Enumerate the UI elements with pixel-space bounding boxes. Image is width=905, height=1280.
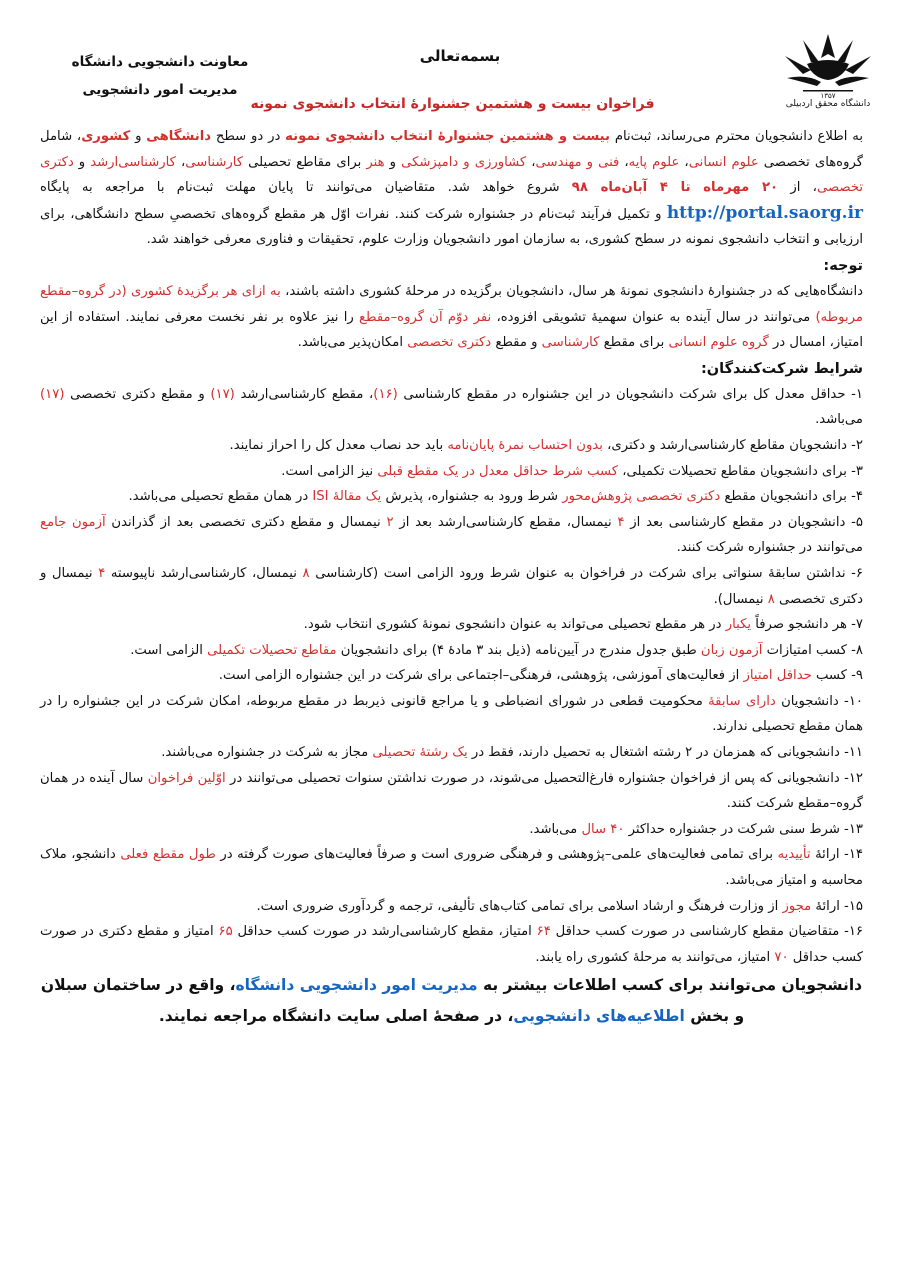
intro-paragraph: به اطلاع دانشجویان محترم می‌رساند، ثبت‌نام بیست و هشتمین جشنوارۀ انتخاب دانشجوی نمونه در دو سطح دانشگاهی و کشوری، شامل گروه‌های تخصصی علوم انسانی، علوم پایه، فنی و مهندسی، کشاورزی و دامپزشکی و هنر برای مقاطع تحصیلی کارشناسی، کارشناسی‌ارشد و دکتری تخصصی، از ۲۰ مهرماه تا ۴ آبان‌ماه ۹۸ شروع خواهد شد. متقاضیان می‌توانند تا پایان مهلت ثبت‌نام با مراجعه به پایگاه http://portal.saorg.ir و تکمیل فرآیند ثبت‌نام در جشنواره شرکت کنند. نفرات اوّل هر مقطع گروه‌های تخصصیِ سطح دانشگاهی، برای ارزیابی و انتخاب دانشجوی نمونه در سطح کشوری، به سازمان امور دانشجویان وزارت علوم، تحقیقات و فناوری معرفی خواهند شد.	[40, 129, 864, 248]
condition-item-8: ۸- کسب امتیازات آزمون زبان طبق جدول مندرج در آیین‌نامه (ذیل بند ۳ مادۀ ۴) برای دانشجویان مقاطع تحصیلات تکمیلی الزامی است.	[130, 642, 863, 658]
condition-item-11: ۱۱- دانشجویانی که همزمان در ۲ رشته اشتغال به تحصیل دارند، فقط در یک رشتۀ تحصیلی مجاز به شرکت در جشنواره می‌باشند.	[161, 745, 863, 761]
condition-item-15: ۱۵- ارائۀ مجوز از وزارت فرهنگ و ارشاد اسلامی برای تمامی کتاب‌های تألیفی، ترجمه و گردآوری ضروری است.	[256, 898, 863, 914]
condition-item-6: ۶- نداشتن سابقۀ سنواتی برای شرکت در فراخوان به عنوان شرط ورود الزامی است (کارشناسی ۸ نیمسال، کارشناسی‌ارشد ناپیوسته ۴ نیمسال و دکتری تخصصی ۸ نیمسال).	[40, 565, 864, 607]
condition-item-14: ۱۴- ارائۀ تأییدیه برای تمامی فعالیت‌های علمی–پژوهشی و فرهنگی ضروری است و صرفاً فعالیت‌های صورت گرفته در طول مقطع فعلی دانشجو، ملاک محاسبه و امتیاز می‌باشد.	[40, 847, 863, 889]
page-title: فراخوان بیست و هشتمین جشنوارۀ انتخاب دانشجوی نمونه	[250, 96, 655, 112]
condition-item-1: ۱- حداقل معدل کل برای شرکت دانشجویان در این جشنواره در مقطع کارشناسی (۱۶)، مقطع کارشناسی‌ارشد (۱۷) و مقطع دکتری تخصصی (۱۷) می‌باشد.	[40, 386, 863, 428]
condition-item-3: ۳- برای دانشجویان مقاطع تحصیلات تکمیلی، کسب شرط حداقل معدل در یک مقطع قبلی نیز الزامی است.	[281, 463, 863, 479]
condition-item-9: ۹- کسب حداقل امتیاز از فعالیت‌های آموزشی، پژوهشی، فرهنگی–اجتماعی برای شرکت در این جشنواره الزامی است.	[218, 668, 863, 684]
note-paragraph: دانشگاه‌هایی که در جشنوارۀ دانشجوی نمونۀ هر سال، دانشجویان برگزیده در مرحلۀ کشوری داشته باشند، به ازای هر برگزیدۀ کشوری (در گروه–مقطع مربوطه) می‌توانند در سال آینده به عنوان سهمیۀ تشویقی افزوده، نفر دوّم آن گروه–مقطع را نیز علاوه بر نفر نخست معرفی نمایند. استفاده از این امتیاز، امسال در گروه علوم انسانی برای مقطع کارشناسی و مقطع دکتری تخصصی امکان‌پذیر می‌باشد.	[40, 283, 863, 351]
logo-year: ۱۳۵۷	[820, 92, 836, 100]
org-line-2: مدیریت امور دانشجویی	[82, 82, 238, 98]
basmala: بسمه‌تعالی	[419, 47, 501, 65]
condition-item-7: ۷- هر دانشجو صرفاً یکبار در هر مقطع تحصیلی می‌تواند به عنوان دانشجوی نمونۀ کشوری انتخاب شود.	[303, 617, 863, 633]
university-emblem-icon	[773, 28, 883, 118]
condition-item-10: ۱۰- دانشجویان دارای سابقۀ محکومیت قطعی در شورای انضباطی و یا مراجع قانونی ذیربط در مقطع مربوطه، امکان شرکت در این جشنواره را در همان مقطع تحصیلی ندارند.	[40, 693, 863, 735]
condition-item-4: ۴- برای دانشجویان مقطع دکتری تخصصی پژوهش‌محور شرط ورود به جشنواره، پذیرش یک مقالۀ ISI در همان مقطع تحصیلی می‌باشد.	[128, 489, 863, 505]
portal-link[interactable]: http://portal.saorg.ir	[666, 202, 863, 223]
footer-notice: دانشجویان می‌توانند برای کسب اطلاعات بیشتر به مدیریت امور دانشجویی دانشگاه، واقع در ساختمان سبلان و بخش اطلاعیه‌های دانشجویی، در صفحۀ اصلی سایت دانشگاه مراجعه نمایند.	[40, 976, 863, 1026]
condition-item-16: ۱۶- متقاضیان مقطع کارشناسی در صورت کسب حداقل ۶۴ امتیاز، مقطع کارشناسی‌ارشد در صورت کسب حداقل ۶۵ امتیاز و مقطع دکتری در صورت کسب حداقل ۷۰ امتیاز، می‌توانند به مرحلۀ کشوری راه یابند.	[40, 924, 863, 965]
conditions-heading: شرایط شرکت‌کنندگان:	[700, 360, 863, 377]
condition-item-5: ۵- دانشجویان در مقطع کارشناسی بعد از ۴ نیمسال، مقطع کارشناسی‌ارشد بعد از ۲ نیمسال و مقطع دکتری تخصصی بعد از گذراندن آزمون جامع می‌توانند در جشنواره شرکت کنند.	[40, 514, 863, 556]
logo-caption: دانشگاه محقق اردبیلی	[785, 99, 871, 109]
condition-item-12: ۱۲- دانشجویانی که پس از فراخوان جشنواره فارغ‌التحصیل می‌شوند، در صورت نداشتن سنوات تحصیلی می‌توانند در اوّلین فراخوان سال آینده در همان گروه–مقطع شرکت کنند.	[40, 770, 864, 812]
org-line-1: معاونت دانشجویی دانشگاه	[71, 54, 249, 70]
condition-item-13: ۱۳- شرط سنی شرکت در جشنواره حداکثر ۴۰ سال می‌باشد.	[529, 821, 863, 837]
condition-item-2: ۲- دانشجویان مقاطع کارشناسی‌ارشد و دکتری، بدون احتساب نمرۀ پایان‌نامه باید حد نصاب معدل کل را احراز نمایند.	[229, 437, 863, 453]
document-body	[40, 124, 863, 1032]
note-heading: توجه:	[823, 257, 863, 274]
